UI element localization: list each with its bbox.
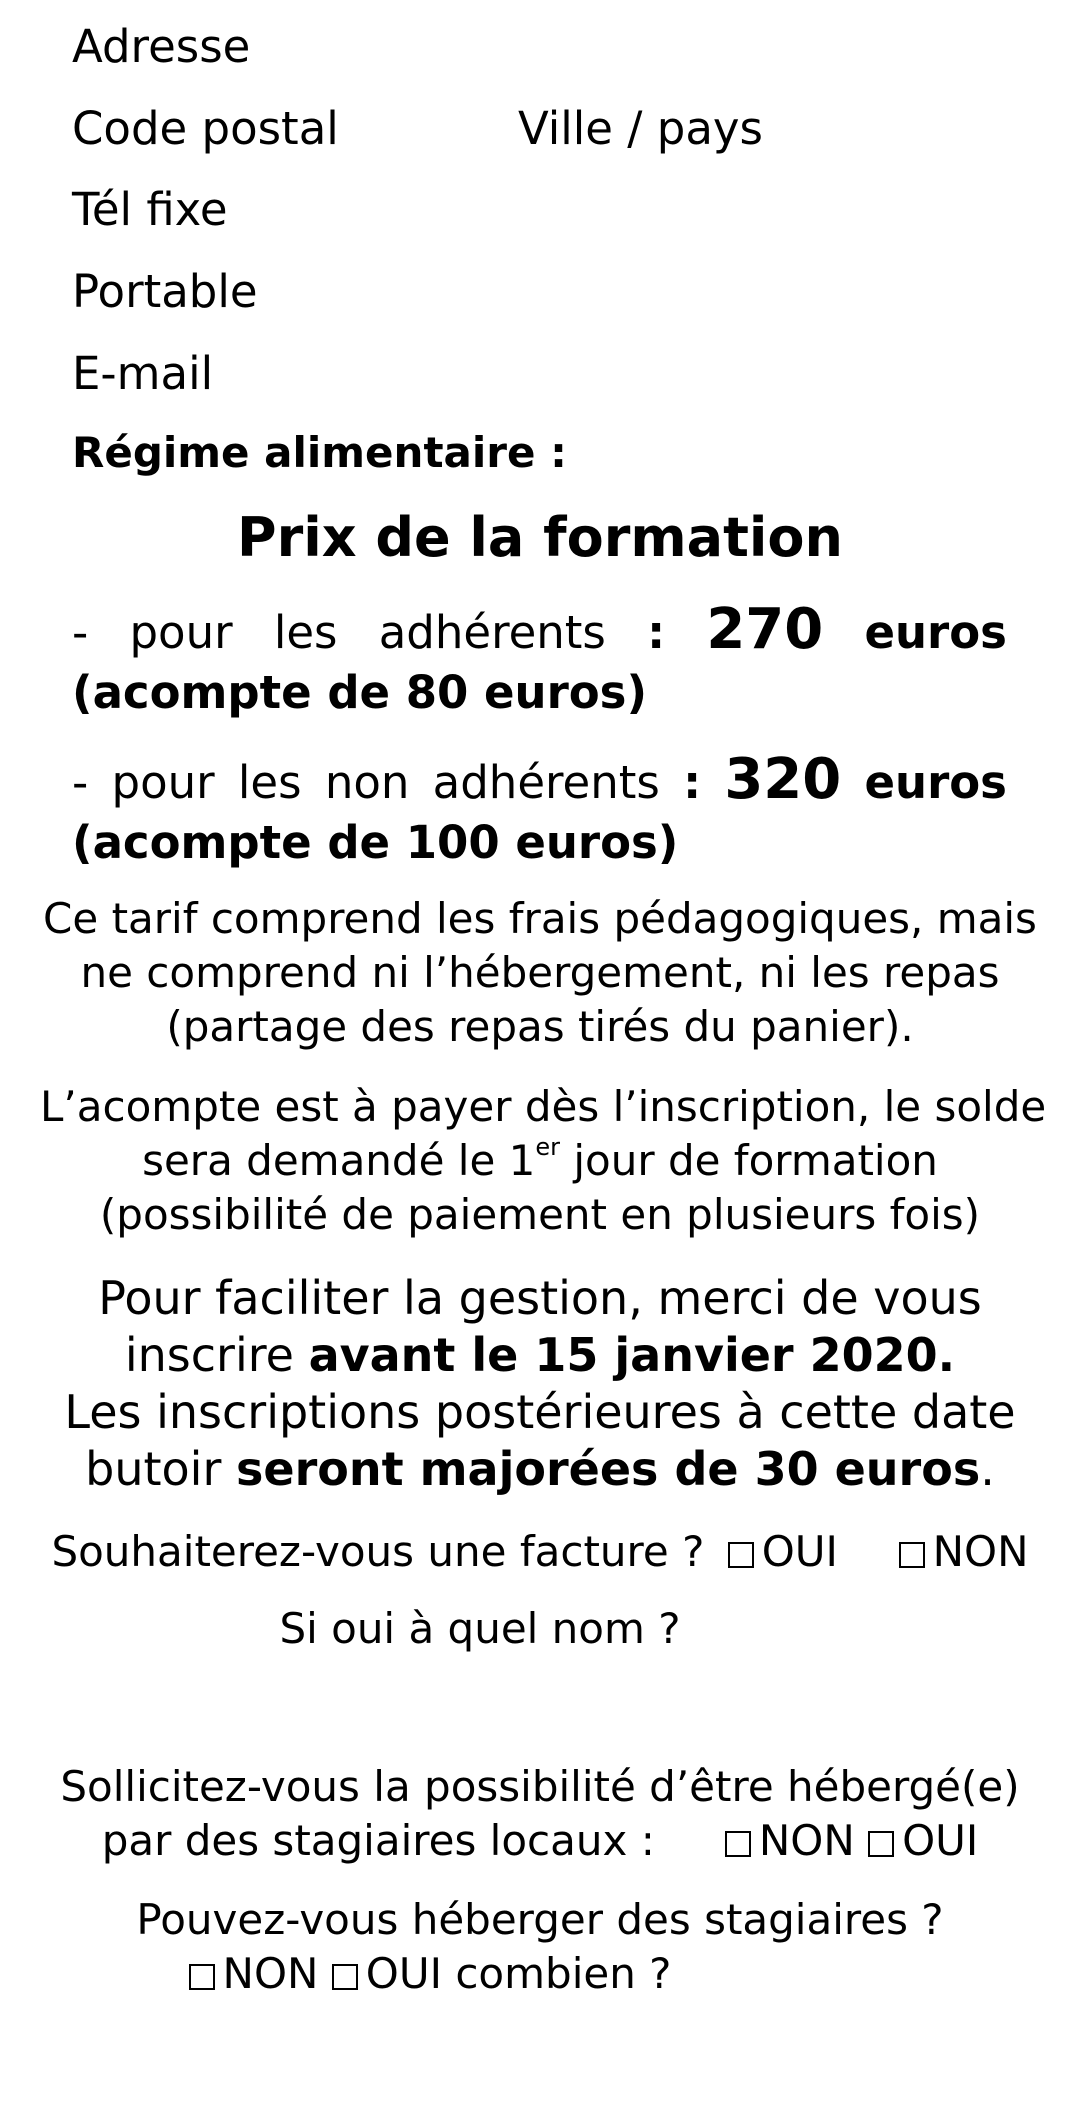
tariff-info xyxy=(40,892,1040,1054)
deadline-info xyxy=(40,1270,1040,1498)
non-member-amount: 320 xyxy=(724,747,842,812)
pricing-title: Prix de la formation xyxy=(237,506,843,569)
member-colon: : xyxy=(647,606,666,659)
deadline-line: Pour faciliter la gestion, merci de vous xyxy=(98,1271,982,1325)
host-no-checkbox[interactable] xyxy=(189,1964,215,1990)
deadline-line xyxy=(40,1327,1040,1384)
lodging-request xyxy=(40,1760,1040,1868)
address-label: Adresse xyxy=(72,20,251,73)
lodging-yes-label: OUI xyxy=(902,1816,979,1865)
non-member-colon: : xyxy=(683,756,702,809)
host-offer xyxy=(40,1893,1040,2001)
invoice-no-label: NON xyxy=(932,1527,1029,1576)
invoice-yes-checkbox[interactable] xyxy=(728,1542,754,1568)
landline-label: Tél fixe xyxy=(72,183,228,236)
mobile-label: Portable xyxy=(72,265,258,318)
lodging-request-text: par des stagiaires locaux : xyxy=(101,1816,655,1865)
invoice-yes-label: OUI xyxy=(761,1527,838,1576)
deadline-text: . xyxy=(980,1442,995,1496)
non-member-word-les: les xyxy=(237,756,302,809)
deposit-line-text: jour de formation xyxy=(560,1136,938,1185)
non-member-dash: - xyxy=(72,756,89,809)
postal-code-label: Code postal xyxy=(72,102,339,155)
deadline-text: butoir xyxy=(85,1442,236,1496)
member-word-les: les xyxy=(273,606,338,659)
non-member-currency: euros xyxy=(864,756,1007,809)
member-word-pour: pour xyxy=(129,606,233,659)
tariff-line: ne comprend ni l’hébergement, ni les repas xyxy=(80,948,1000,997)
non-member-word-adherents: adhérents xyxy=(432,756,660,809)
member-dash: - xyxy=(72,606,89,659)
member-amount: 270 xyxy=(706,597,824,662)
invoice-question: Souhaiterez-vous une facture ? xyxy=(51,1527,705,1576)
host-yes-label: OUI combien ? xyxy=(365,1949,672,1998)
diet-label: Régime alimentaire : xyxy=(72,428,567,477)
deposit-line: L’acompte est à payer dès l’inscription, le solde xyxy=(40,1082,1047,1131)
non-member-word-pour: pour xyxy=(111,756,215,809)
non-member-word-non: non xyxy=(324,756,410,809)
non-member-price xyxy=(72,747,1007,873)
tariff-line: Ce tarif comprend les frais pédagogiques, mais xyxy=(43,894,1037,943)
deposit-line-text: sera demandé le 1 xyxy=(142,1136,536,1185)
city-country-label: Ville / pays xyxy=(518,102,763,155)
invoice-question-row xyxy=(40,1525,1040,1579)
ordinal-superscript: er xyxy=(535,1133,560,1161)
invoice-name-question: Si oui à quel nom ? xyxy=(279,1604,681,1653)
host-offer-options xyxy=(40,1947,1040,2001)
late-surcharge: seront majorées de 30 euros xyxy=(236,1442,981,1496)
deadline-text: inscrire xyxy=(124,1328,309,1382)
member-deposit: (acompte de 80 euros) xyxy=(72,666,648,719)
deadline-date: avant le 15 janvier 2020. xyxy=(308,1328,956,1382)
lodging-request-line: Sollicitez-vous la possibilité d’être hébergé(e) xyxy=(60,1762,1020,1811)
host-yes-checkbox[interactable] xyxy=(332,1964,358,1990)
lodging-no-checkbox[interactable] xyxy=(725,1831,751,1857)
non-member-deposit: (acompte de 100 euros) xyxy=(72,816,679,869)
member-price xyxy=(72,597,1007,723)
deposit-line xyxy=(40,1134,1040,1188)
host-no-label: NON xyxy=(222,1949,319,1998)
deposit-line: (possibilité de paiement en plusieurs fois) xyxy=(99,1190,981,1239)
deposit-info xyxy=(40,1080,1047,1242)
deadline-line: Les inscriptions postérieures à cette date xyxy=(64,1385,1016,1439)
host-offer-question: Pouvez-vous héberger des stagiaires ? xyxy=(136,1895,944,1944)
invoice-no-checkbox[interactable] xyxy=(899,1542,925,1568)
lodging-yes-checkbox[interactable] xyxy=(868,1831,894,1857)
lodging-request-line xyxy=(40,1814,1040,1868)
email-label: E-mail xyxy=(72,347,214,400)
deadline-line xyxy=(40,1441,1040,1498)
tariff-line: (partage des repas tirés du panier). xyxy=(166,1002,914,1051)
lodging-no-label: NON xyxy=(758,1816,855,1865)
member-currency: euros xyxy=(864,606,1007,659)
member-word-adherents: adhérents xyxy=(378,606,606,659)
